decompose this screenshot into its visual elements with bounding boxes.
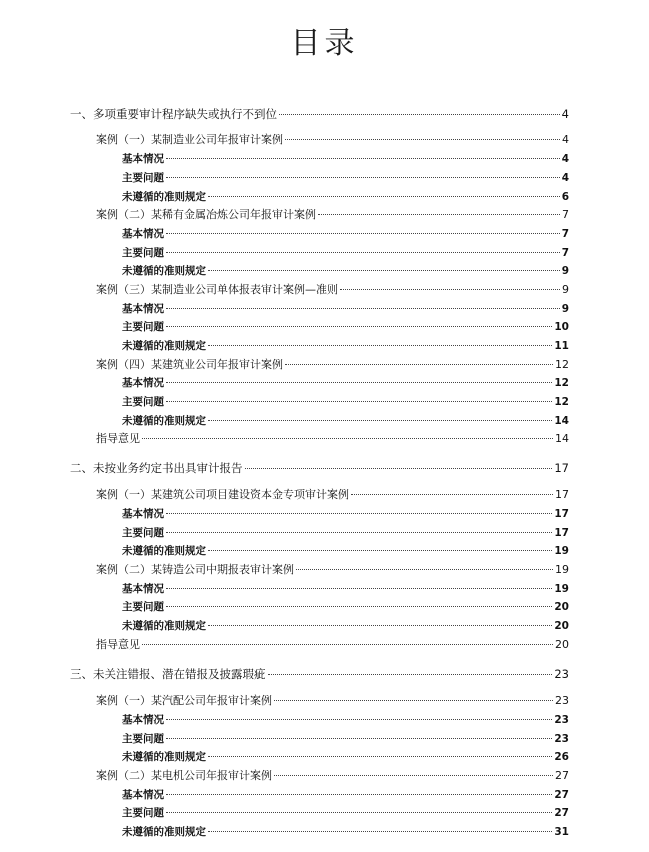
dot-leader [296,569,553,570]
toc-entry-text: 主要问题 [122,601,164,613]
toc-entry-page: 14 [555,432,569,445]
toc-entry-text: 基本情况 [122,228,164,240]
toc-entry-subitem[interactable] [122,730,569,748]
dot-leader [245,468,553,469]
toc-entry-subitem[interactable] [122,300,569,318]
toc-entry-section-2[interactable] [70,459,569,477]
toc-entry-text: 案例（一）某建筑公司项目建设资本金专项审计案例 [96,488,349,501]
dot-leader [166,588,552,589]
toc-entry-case[interactable] [96,486,569,504]
toc-entry-text: 指导意见 [96,432,140,445]
toc-entry-text: 基本情况 [122,377,164,389]
toc-entry-page: 17 [554,508,569,520]
toc-entry-page: 4 [561,107,569,121]
dot-leader [166,513,552,514]
toc-entry-text: 主要问题 [122,733,164,745]
dot-leader [166,158,560,159]
toc-entry-subitem[interactable] [122,188,569,206]
toc-entry-case[interactable] [96,131,569,149]
toc-entry-case[interactable] [96,206,569,224]
toc-entry-text: 基本情况 [122,153,164,165]
dot-leader [166,252,560,253]
toc-entry-page: 27 [554,807,569,819]
toc-entry-text: 未遵循的准则规定 [122,545,206,557]
toc-entry-section-3[interactable] [70,665,569,683]
toc-entry-page: 23 [555,694,569,707]
dot-leader [166,326,552,327]
toc-entry-page: 23 [554,733,569,745]
dot-leader [166,738,552,739]
dot-leader [166,233,560,234]
page-title: 目录 [290,26,359,61]
toc-entry-page: 7 [561,247,569,259]
toc-entry-subitem[interactable] [122,225,569,243]
toc-entry-subitem[interactable] [122,412,569,430]
dot-leader [208,345,552,346]
dot-leader [208,420,552,421]
toc-entry-subitem[interactable] [122,169,569,187]
toc-entry-page: 4 [561,153,569,165]
toc-entry-page: 23 [554,667,569,681]
toc-entry-page: 4 [561,172,569,184]
dot-leader [340,289,560,290]
toc-entry-subitem[interactable] [122,374,569,392]
toc-entry-text: 基本情况 [122,789,164,801]
toc-entry-text: 主要问题 [122,396,164,408]
dot-leader [208,550,552,551]
dot-leader [318,214,560,215]
toc-entry-subitem[interactable] [122,598,569,616]
dot-leader [268,674,553,675]
toc-entry-page: 23 [554,714,569,726]
toc-entry-subitem[interactable] [122,150,569,168]
toc-entry-subitem[interactable] [122,786,569,804]
toc-entry-subitem[interactable] [122,580,569,598]
toc-entry-text: 指导意见 [96,638,140,651]
toc-entry-text: 未遵循的准则规定 [122,265,206,277]
toc-entry-text: 未遵循的准则规定 [122,826,206,838]
toc-entry-text: 主要问题 [122,172,164,184]
toc-entry-page: 9 [562,283,569,296]
toc-entry-page: 6 [561,191,569,203]
toc-entry-text: 未遵循的准则规定 [122,751,206,763]
dot-leader [166,812,552,813]
toc-entry-text: 案例（二）某铸造公司中期报表审计案例 [96,563,294,576]
dot-leader [279,114,560,115]
dot-leader [285,364,553,365]
toc-entry-subitem[interactable] [122,711,569,729]
toc-entry-subitem[interactable] [122,617,569,635]
dot-leader [208,196,560,197]
toc-entry-text: 一、多项重要审计程序缺失或执行不到位 [70,107,277,121]
toc-entry-subitem[interactable] [122,318,569,336]
toc-entry-text: 案例（二）某电机公司年报审计案例 [96,769,272,782]
toc-entry-page: 20 [554,601,569,613]
dot-leader [208,270,560,271]
dot-leader [351,494,553,495]
toc-entry-page: 26 [554,751,569,763]
toc-entry-text: 主要问题 [122,321,164,333]
toc-entry-page: 27 [554,789,569,801]
toc-entry-text: 案例（一）某汽配公司年报审计案例 [96,694,272,707]
toc-entry-text: 未遵循的准则规定 [122,340,206,352]
toc-entry-text: 基本情况 [122,714,164,726]
toc-entry-case[interactable] [96,692,569,710]
toc-entry-section-1[interactable] [70,105,569,123]
dot-leader [166,606,552,607]
toc-entry-subitem[interactable] [122,823,569,841]
toc-entry-page: 11 [554,340,569,352]
dot-leader [166,794,552,795]
toc-entry-subitem[interactable] [122,244,569,262]
dot-leader [274,700,553,701]
dot-leader [208,625,552,626]
dot-leader [142,644,553,645]
dot-leader [208,831,552,832]
toc-entry-text: 未遵循的准则规定 [122,415,206,427]
toc-entry-subitem[interactable] [122,542,569,560]
toc-entry-case[interactable] [96,356,569,374]
toc-entry-page: 19 [554,583,569,595]
toc-entry-page: 12 [554,377,569,389]
dot-leader [274,775,553,776]
toc-entry-page: 9 [561,265,569,277]
dot-leader [166,308,560,309]
toc-entry-page: 12 [554,396,569,408]
toc-entry-page: 19 [555,563,569,576]
toc-entry-text: 案例（二）某稀有金属冶炼公司年报审计案例 [96,208,316,221]
toc-entry-text: 案例（四）某建筑业公司年报审计案例 [96,358,283,371]
toc-entry-text: 二、未按业务约定书出具审计报告 [70,461,243,475]
toc-entry-subitem[interactable] [122,262,569,280]
toc-entry-page: 17 [554,461,569,475]
dot-leader [208,756,552,757]
toc-entry-text: 未遵循的准则规定 [122,620,206,632]
toc-entry-page: 17 [554,527,569,539]
toc-entry-page: 10 [554,321,569,333]
toc-entry-subitem[interactable] [122,524,569,542]
toc-entry-guidance[interactable] [96,636,569,654]
toc-entry-subitem[interactable] [122,393,569,411]
dot-leader [166,532,552,533]
toc-entry-page: 7 [561,228,569,240]
toc-entry-text: 基本情况 [122,303,164,315]
toc-entry-text: 主要问题 [122,527,164,539]
toc-entry-page: 7 [562,208,569,221]
toc-entry-text: 未遵循的准则规定 [122,191,206,203]
toc-entry-page: 20 [554,620,569,632]
dot-leader [142,438,553,439]
toc-entry-subitem[interactable] [122,505,569,523]
toc-entry-page: 17 [555,488,569,501]
dot-leader [166,719,552,720]
toc-entry-text: 基本情况 [122,583,164,595]
toc-entry-text: 案例（三）某制造业公司单体报表审计案例—准则 [96,283,338,296]
toc-entry-case[interactable] [96,767,569,785]
toc-entry-text: 基本情况 [122,508,164,520]
toc-entry-page: 4 [562,133,569,146]
toc-entry-page: 12 [555,358,569,371]
dot-leader [166,177,560,178]
toc-entry-text: 三、未关注错报、潜在错报及披露瑕疵 [70,667,266,681]
toc-entry-subitem[interactable] [122,804,569,822]
toc-entry-case[interactable] [96,561,569,579]
toc-entry-page: 27 [555,769,569,782]
dot-leader [166,382,552,383]
toc-entry-subitem[interactable] [122,337,569,355]
toc-entry-page: 20 [555,638,569,651]
toc-entry-text: 案例（一）某制造业公司年报审计案例 [96,133,283,146]
toc-entry-page: 14 [554,415,569,427]
toc-entry-page: 19 [554,545,569,557]
toc-entry-page: 31 [554,826,569,838]
toc-entry-page: 9 [561,303,569,315]
toc-entry-case[interactable] [96,281,569,299]
toc-entry-text: 主要问题 [122,807,164,819]
toc-entry-text: 主要问题 [122,247,164,259]
dot-leader [166,401,552,402]
dot-leader [285,139,560,140]
toc-entry-subitem[interactable] [122,748,569,766]
toc-entry-guidance[interactable] [96,430,569,448]
